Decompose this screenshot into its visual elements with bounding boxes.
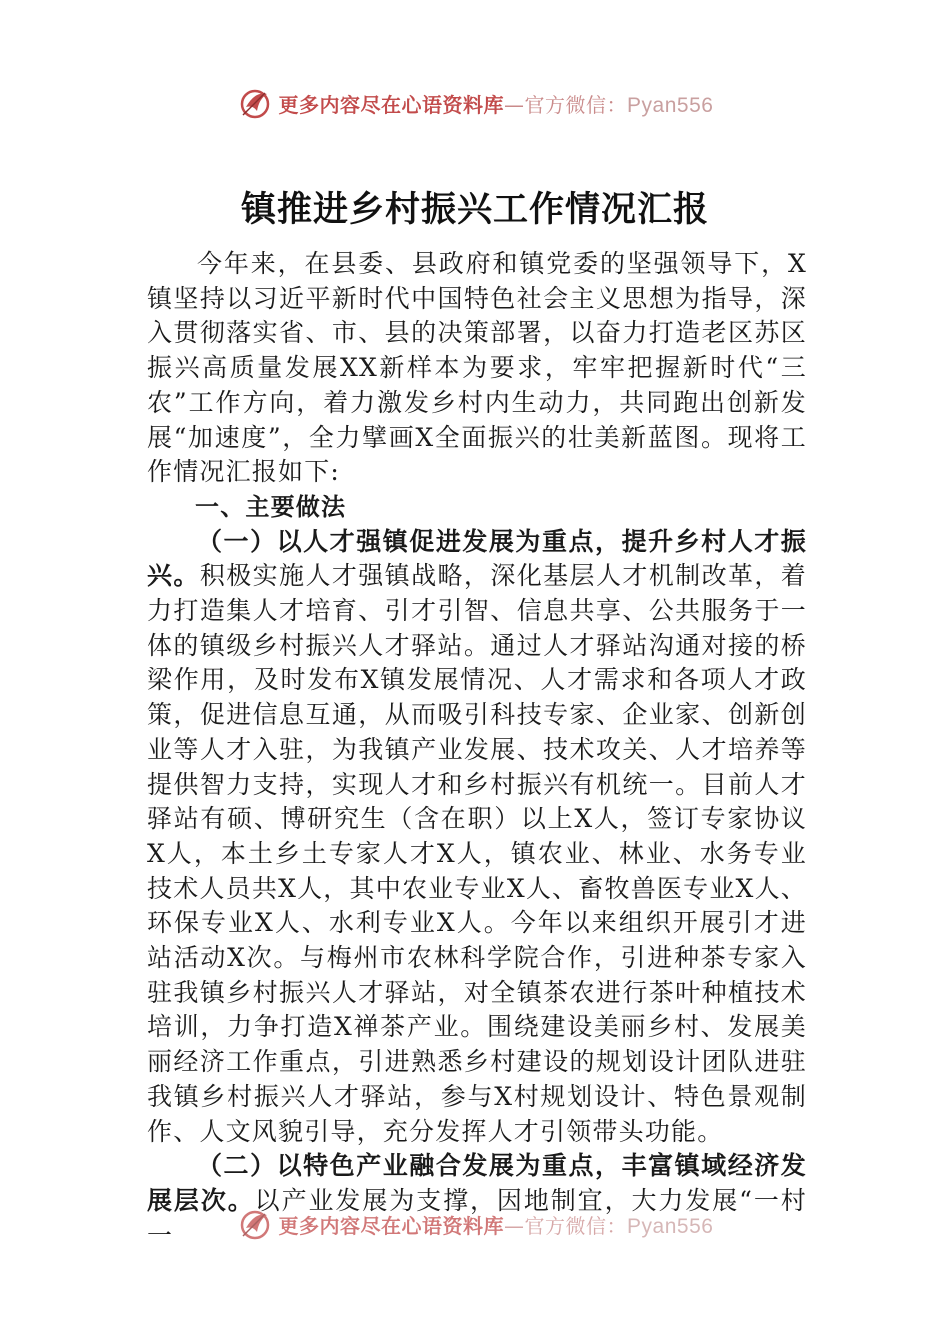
watermark-separator: —官方微信： — [504, 1213, 628, 1238]
watermark-logo-icon — [237, 85, 273, 121]
watermark-text — [279, 1210, 714, 1239]
watermark-header — [0, 83, 950, 123]
watermark-separator: —官方微信： — [504, 92, 628, 117]
item1-lead: （一）以人才强镇促进发展为重点，提升乡村人才振兴。 — [147, 526, 807, 591]
section-heading: 一、主要做法 — [195, 492, 347, 521]
watermark-footer — [0, 1204, 950, 1244]
watermark-logo-icon — [237, 1206, 273, 1242]
intro-paragraph: 今年来，在县委、县政府和镇党委的坚强领导下，X镇坚持以习近平新时代中国特色社会主义思想为指导，深入贯彻落实省、市、县的决策部署，以奋力打造老区苏区振兴高质量发展XX新样本为要求，牢牢把握新时代“三农”工作方向，着力激发乡村内生动力，共同跑出创新发展“加速度”，全力擘画X全面振兴的壮美新蓝图。现将工作情况汇报如下: — [147, 249, 807, 487]
item1-paragraph — [147, 525, 807, 1150]
item2-body: 以产业发展为支撑，因地制宜，大力发展“一村一 — [147, 1185, 807, 1250]
watermark-wechat-id: Pyan556 — [627, 1214, 714, 1238]
document-title: 镇推进乡村振兴工作情况汇报 — [240, 189, 709, 230]
watermark-brand: 更多内容尽在心语资料库 — [278, 1213, 505, 1238]
watermark-wechat-id: Pyan556 — [627, 93, 714, 117]
watermark-brand: 更多内容尽在心语资料库 — [278, 92, 505, 117]
item1-body: 积极实施人才强镇战略，深化基层人才机制改革，着力打造集人才培育、引才引智、信息共享、公共服务于一体的镇级乡村振兴人才驿站。通过人才驿站沟通对接的桥梁作用，及时发布X镇发展情况、人才需求和各项人才政策，促进信息互通，从而吸引科技专家、企业家、创新创业等人才入驻，为我镇产业发展、技术攻关、人才培养等提供智力支持，实现人才和乡村振兴有机统一。目前人才驿站有硕、博研究生（含在职）以上X人，签订专家协议X人，本土乡土专家人才X人，镇农业、林业、水务专业技术人员共X人，其中农业专业X人、畜牧兽医专业X人、环保专业X人、水利专业X人。今年以来组织开展引才进站活动X次。与梅州市农林科学院合作，引进种茶专家入驻我镇乡村振兴人才驿站，对全镇茶农进行茶叶种植技术培训，力争打造X禅茶产业。围绕建设美丽乡村、发展美丽经济工作重点，引进熟悉乡村建设的规划设计团队进驻我镇乡村振兴人才驿站，参与X村规划设计、特色景观制作、人文风貌引导，充分发挥人才引领带头功能。 — [147, 561, 807, 1146]
watermark-text — [279, 89, 714, 118]
item2-lead: （二）以特色产业融合发展为重点，丰富镇域经济发展层次。 — [147, 1151, 807, 1215]
document-body — [147, 247, 807, 1253]
